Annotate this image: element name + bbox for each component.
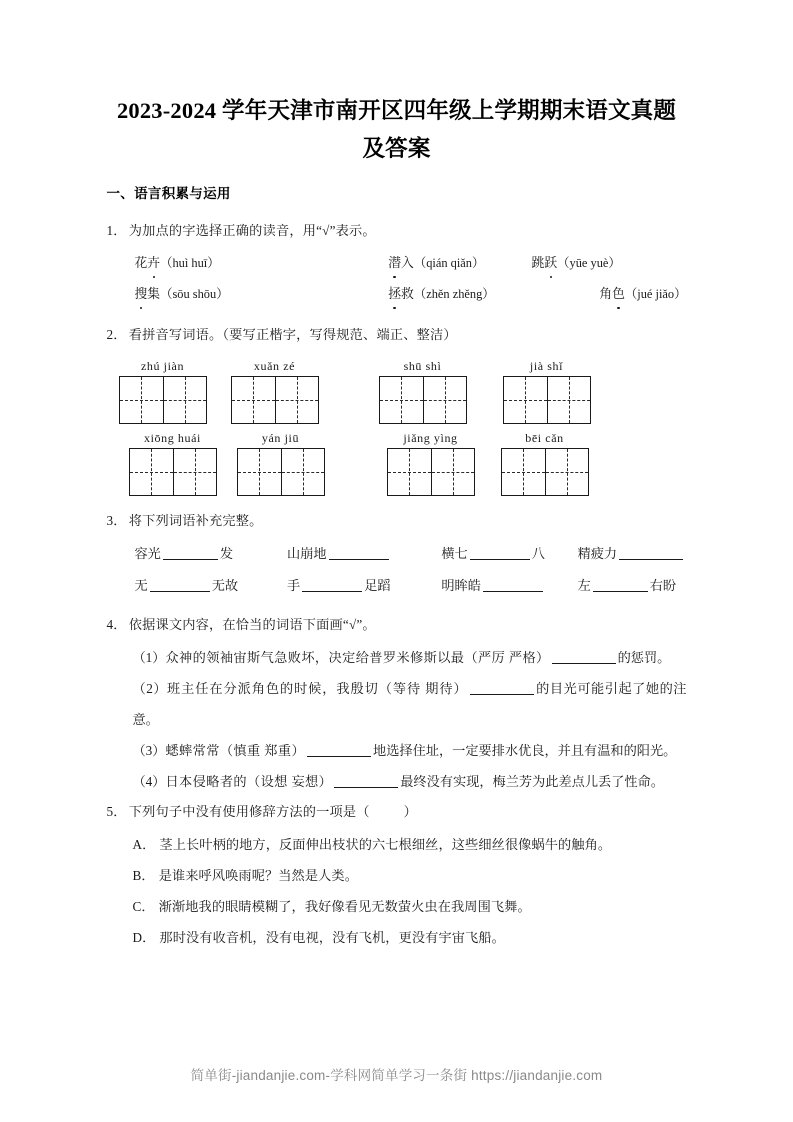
sub-item-after: 的目光可能引起了她的注意。: [132, 681, 687, 727]
tianzige-box[interactable]: [387, 448, 475, 496]
tianzige-box[interactable]: [501, 448, 589, 496]
exam-content: [107, 168, 687, 953]
question-2-number: 2．: [106, 327, 127, 342]
tianzige-cell[interactable]: [275, 377, 318, 423]
grid-pinyin-label: shū shì: [403, 359, 442, 373]
pinyin-row: [107, 279, 687, 310]
sub-item-before: 日本侵略者的（设想 妄想）: [165, 774, 333, 789]
sub-item-label: （2）: [132, 681, 168, 696]
fill-blank[interactable]: [552, 650, 616, 664]
tianzige-cell[interactable]: [545, 449, 588, 495]
option-letter: C．: [132, 899, 155, 914]
grid-pinyin-label: bēi cǎn: [525, 431, 564, 445]
question-4-number: 4．: [106, 617, 127, 632]
idiom-prefix: 无: [134, 578, 148, 593]
sub-item: [133, 673, 687, 735]
tianzige-cell[interactable]: [502, 449, 545, 495]
tianzige-box[interactable]: [237, 448, 325, 496]
word-prefix: 角: [599, 287, 613, 301]
tianzige-cell[interactable]: [547, 377, 590, 423]
writing-grid-group[interactable]: [129, 428, 217, 496]
option-text: 是谁来呼风唤雨呢？当然是人类。: [158, 868, 358, 883]
question-2-stem: [107, 320, 687, 350]
writing-grid-group[interactable]: [379, 356, 467, 424]
pinyin-choice[interactable]: [388, 279, 531, 310]
dotted-char: 卉: [147, 248, 160, 279]
tianzige-cell[interactable]: [380, 377, 423, 423]
idiom-item: [578, 538, 687, 570]
writing-grid-group[interactable]: [501, 428, 589, 496]
idiom-suffix: 无故: [211, 578, 239, 593]
idiom-prefix: 山崩地: [287, 546, 327, 561]
tianzige-box[interactable]: [503, 376, 591, 424]
fill-blank[interactable]: [302, 578, 362, 592]
tianzige-cell[interactable]: [163, 377, 206, 423]
idiom-prefix: 手: [287, 578, 301, 593]
question-4-text: 依据课文内容，在恰当的词语下面画“√”。: [128, 617, 376, 632]
option-letter: A．: [132, 837, 156, 852]
idiom-suffix: 足蹈: [364, 578, 391, 593]
question-3-stem: [107, 506, 687, 536]
question-2: [107, 320, 687, 500]
pinyin-options: （jué jiǎo）: [624, 287, 687, 301]
tianzige-cell[interactable]: [130, 449, 173, 495]
grid-pinyin-label: jiǎng yìng: [403, 431, 458, 445]
question-5-text: 下列句子中没有使用修辞方法的一项是（: [128, 804, 370, 819]
pinyin-options: （qián qiǎn）: [413, 256, 485, 270]
tianzige-cell[interactable]: [232, 377, 275, 423]
idiom-item: [135, 570, 288, 602]
tianzige-cell[interactable]: [423, 377, 466, 423]
question-4-items: [107, 642, 687, 797]
question-5-stem: [107, 797, 687, 827]
sub-item-label: （4）: [132, 774, 166, 789]
section-heading: 一、语言积累与运用: [106, 186, 231, 201]
idiom-prefix: 容光: [134, 546, 161, 561]
writing-grid-group[interactable]: [387, 428, 475, 496]
tianzige-cell[interactable]: [388, 449, 431, 495]
fill-blank[interactable]: [334, 774, 398, 788]
grid-row: [107, 356, 687, 428]
fill-blank[interactable]: [329, 546, 389, 560]
pinyin-row: [107, 248, 687, 279]
grid-row: [107, 428, 687, 500]
idiom-item: [287, 538, 441, 570]
word-suffix: 入: [401, 256, 414, 270]
grid-pinyin-label: yán jiū: [261, 431, 300, 445]
tianzige-cell[interactable]: [173, 449, 216, 495]
option-letter: D．: [132, 930, 156, 945]
idiom-item: [441, 570, 577, 602]
idiom-prefix: 横七: [441, 546, 468, 561]
idiom-suffix: 发: [219, 546, 234, 561]
sub-item: [133, 766, 687, 797]
tianzige-cell[interactable]: [238, 449, 281, 495]
writing-grid-group[interactable]: [231, 356, 319, 424]
word-suffix: 集: [147, 287, 161, 301]
dotted-char: 跃: [544, 248, 557, 279]
grid-pinyin-label: zhú jiàn: [140, 359, 185, 373]
idiom-item: [135, 538, 288, 570]
question-2-grids: [107, 356, 687, 500]
tianzige-cell[interactable]: [431, 449, 474, 495]
idiom-item: [578, 570, 687, 602]
pinyin-choice[interactable]: [532, 248, 687, 279]
question-5: [107, 797, 687, 953]
writing-grid-group[interactable]: [237, 428, 325, 496]
question-2-text: 看拼音写词语。（要写正楷字，写得规范、端正、整洁）: [128, 327, 457, 342]
option-c[interactable]: [133, 891, 687, 922]
tianzige-box[interactable]: [379, 376, 467, 424]
word-prefix: 花: [134, 256, 148, 270]
pinyin-choice[interactable]: [388, 248, 531, 279]
idiom-prefix: 精疲力: [577, 546, 618, 561]
option-d[interactable]: [133, 922, 687, 953]
sub-item: [133, 642, 687, 673]
sub-item-after: 的惩罚。: [617, 650, 671, 665]
question-5-text-end: ）: [403, 804, 418, 819]
idiom-item: [441, 538, 577, 570]
sub-item-label: （1）: [132, 650, 166, 665]
dotted-char: 拯: [388, 279, 401, 310]
question-1-text: 为加点的字选择正确的读音，用“√”表示。: [128, 223, 376, 238]
word-suffix: 救: [401, 287, 414, 301]
question-4: [107, 610, 687, 797]
fill-blank[interactable]: [163, 546, 218, 560]
grid-pinyin-label: xuǎn zé: [253, 359, 296, 373]
idiom-suffix: 八: [531, 546, 545, 561]
question-4-stem: [107, 610, 687, 640]
tianzige-cell[interactable]: [281, 449, 324, 495]
question-1-stem: [107, 216, 687, 246]
idiom-row: [135, 538, 687, 570]
question-1-number: 1．: [106, 223, 127, 238]
question-1: [107, 216, 687, 310]
fill-blank[interactable]: [150, 578, 210, 592]
option-b[interactable]: [133, 860, 687, 891]
pinyin-options: （yūe yuè）: [557, 256, 621, 270]
page-title: 2023-2024 学年天津市南开区四年级上学期期末语文真题及答案: [116, 98, 677, 161]
question-3-number: 3．: [106, 513, 127, 528]
question-5-number: 5．: [106, 804, 127, 819]
fill-blank[interactable]: [307, 743, 371, 757]
idiom-prefix: 明眸皓: [441, 578, 481, 593]
fill-blank[interactable]: [593, 578, 648, 592]
fill-blank[interactable]: [470, 546, 530, 560]
option-letter: B．: [132, 868, 155, 883]
question-3-text: 将下列词语补充完整。: [128, 513, 263, 528]
pinyin-choice[interactable]: [532, 279, 687, 310]
dotted-char: 色: [612, 279, 625, 310]
idiom-row: [135, 570, 687, 602]
pinyin-options: （zhěn zhěng）: [413, 287, 495, 301]
sub-item-before: 众神的领袖宙斯气急败坏，决定给普罗米修斯以最（严厉 严格）: [165, 650, 550, 665]
pinyin-choice[interactable]: [135, 279, 389, 310]
option-text: 那时没有收音机，没有电视，没有飞机，更没有宇宙飞船。: [159, 930, 505, 945]
pinyin-choice[interactable]: [135, 248, 389, 279]
fill-blank[interactable]: [619, 546, 683, 560]
tianzige-cell[interactable]: [120, 377, 163, 423]
dotted-char: 潜: [388, 248, 401, 279]
tianzige-box[interactable]: [119, 376, 207, 424]
option-text: 渐渐地我的眼睛模糊了，我好像看见无数萤火虫在我周围飞舞。: [158, 899, 531, 914]
question-5-options: [107, 829, 687, 953]
question-3-idioms: [107, 538, 687, 602]
fill-blank[interactable]: [470, 681, 534, 695]
tianzige-cell[interactable]: [504, 377, 547, 423]
sub-item: [133, 735, 687, 766]
tianzige-box[interactable]: [129, 448, 217, 496]
pinyin-options: （sōu shōu）: [160, 287, 229, 301]
sub-item-label: （3）: [132, 743, 166, 758]
option-text: 茎上长叶柄的地方，反面伸出枝状的六七根细丝，这些细丝很像蜗牛的触角。: [159, 837, 612, 852]
sub-item-before: 蟋蟀常常（慎重 郑重）: [165, 743, 306, 758]
question-1-choices: [107, 248, 687, 310]
sub-item-after: 最终没有实现，梅兰芳为此差点儿丢了性命。: [400, 774, 664, 789]
tianzige-box[interactable]: [231, 376, 319, 424]
sub-item-before: 班主任在分派角色的时候，我殷切（等待 期待）: [167, 681, 468, 696]
sub-item-after: 地选择住址，一定要排水优良，并且有温和的阳光。: [373, 743, 677, 758]
idiom-prefix: 左: [577, 578, 591, 593]
dotted-char: 搜: [135, 279, 148, 310]
question-3: [107, 506, 687, 602]
fill-blank[interactable]: [483, 578, 543, 592]
word-prefix: 跳: [531, 256, 545, 270]
writing-grid-group[interactable]: [119, 356, 207, 424]
grid-pinyin-label: xiōng huái: [144, 431, 201, 445]
idiom-item: [287, 570, 441, 602]
grid-pinyin-label: jià shǐ: [529, 359, 564, 373]
pinyin-options: （huì huī）: [160, 256, 220, 270]
option-a[interactable]: [133, 829, 687, 860]
writing-grid-group[interactable]: [503, 356, 591, 424]
idiom-suffix: 右盼: [649, 578, 677, 593]
footer-watermark: 简单街-jiandanjie.com-学科网简单学习一条街 https://jiandanjie.com: [190, 1068, 603, 1083]
